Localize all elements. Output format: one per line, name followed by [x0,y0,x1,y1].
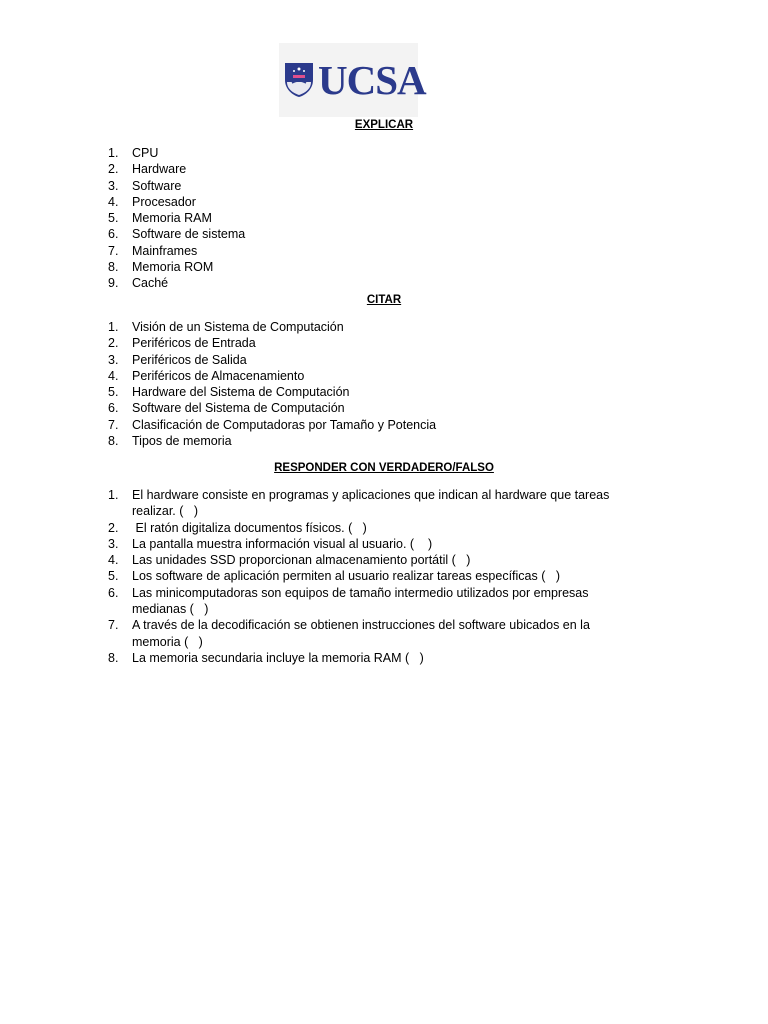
list-item-number: 7. [108,243,119,258]
explicar-list [108,145,638,292]
list-item [108,145,638,161]
list-item-number: 5. [108,569,119,584]
list-item-text: Tipos de memoria [132,434,232,449]
list-item-number: 3. [108,352,119,367]
list-item-number: 1. [108,320,119,334]
list-item-text: Procesador [132,194,196,209]
list-item-text: Las unidades SSD proporcionan almacenamiento portátil ( ) [132,553,471,568]
list-item [108,368,638,384]
list-item-text: Periféricos de Salida [132,352,247,367]
list-item-text: Periféricos de Almacenamiento [132,368,305,383]
list-item [108,335,638,351]
list-item-text: Clasificación de Computadoras por Tamaño y Potencia [132,417,437,432]
list-item-text: El ratón digitaliza documentos físicos. ( ) [132,520,367,535]
list-item-number: 2. [108,336,119,351]
list-item [108,178,638,194]
list-item [108,536,638,552]
list-item [108,487,638,520]
list-item-text: CPU [132,146,159,160]
list-item-text: Hardware del Sistema de Computación [132,385,350,400]
list-item-text: Las minicomputadoras son equipos de tamaño intermedio utilizados por empresas medianas ( ) [132,585,592,617]
list-item-text: Visión de un Sistema de Computación [132,320,344,334]
list-item-number: 4. [108,553,119,568]
list-item-number: 6. [108,401,119,416]
list-item-number: 6. [108,585,119,600]
list-item [108,384,638,400]
section-heading-responder: RESPONDER CON VERDADERO/FALSO [274,462,494,474]
list-item-text: Los software de aplicación permiten al usuario realizar tareas específicas ( ) [132,569,560,584]
list-item [108,417,638,433]
list-item-number: 3. [108,178,119,193]
list-item [108,161,638,177]
list-item-text: Periféricos de Entrada [132,336,256,351]
list-item-number: 4. [108,194,119,209]
list-item-number: 8. [108,434,119,449]
list-item-number: 5. [108,211,119,226]
logo-wordmark: UCSA [318,56,426,103]
list-item [108,552,638,568]
list-item [108,617,638,650]
list-item-number: 5. [108,385,119,400]
list-item [108,433,638,449]
list-item-text: Software del Sistema de Computación [132,401,345,416]
list-item-number: 1. [108,488,119,502]
section-heading-citar: CITAR [366,294,402,306]
list-item [108,243,638,259]
list-item [108,585,638,618]
list-item [108,520,638,536]
list-item-text: Caché [132,276,169,291]
list-item-number: 2. [108,162,119,177]
list-item-number: 8. [108,260,119,275]
list-item [108,275,638,291]
list-item-number: 9. [108,276,119,291]
list-item-text: Memoria RAM [132,211,212,226]
list-item-number: 2. [108,520,119,535]
list-item-text: La memoria secundaria incluye la memoria RAM ( ) [132,650,424,665]
list-item [108,259,638,275]
list-item-text: Software [132,178,182,193]
list-item [108,352,638,368]
list-item-text: La pantalla muestra información visual al usuario. ( ) [132,536,433,551]
list-item-text: Software de sistema [132,227,246,242]
list-item [108,400,638,416]
list-item-number: 7. [108,417,119,432]
section-heading-explicar: EXPLICAR [354,119,414,131]
responder-list [108,487,638,666]
list-item-number: 4. [108,368,119,383]
list-item-text: Mainframes [132,243,198,258]
ucsa-logo [279,43,426,117]
list-item-number: 1. [108,146,119,160]
list-item-text: A través de la decodificación se obtienen instrucciones del software ubicados en la memoria ( ) [132,618,594,649]
list-item-number: 3. [108,536,119,551]
list-item-text: Memoria ROM [132,260,214,275]
list-item [108,568,638,584]
citar-list [108,319,638,449]
shield-icon [284,62,314,98]
list-item-number: 6. [108,227,119,242]
list-item-text: El hardware consiste en programas y aplicaciones que indican al hardware que tareas realizar. ( ) [132,488,613,519]
list-item-number: 8. [108,650,119,665]
list-item [108,319,638,335]
list-item-number: 7. [108,618,119,633]
list-item-text: Hardware [132,162,187,177]
list-item [108,210,638,226]
list-item [108,650,638,666]
list-item [108,226,638,242]
list-item [108,194,638,210]
